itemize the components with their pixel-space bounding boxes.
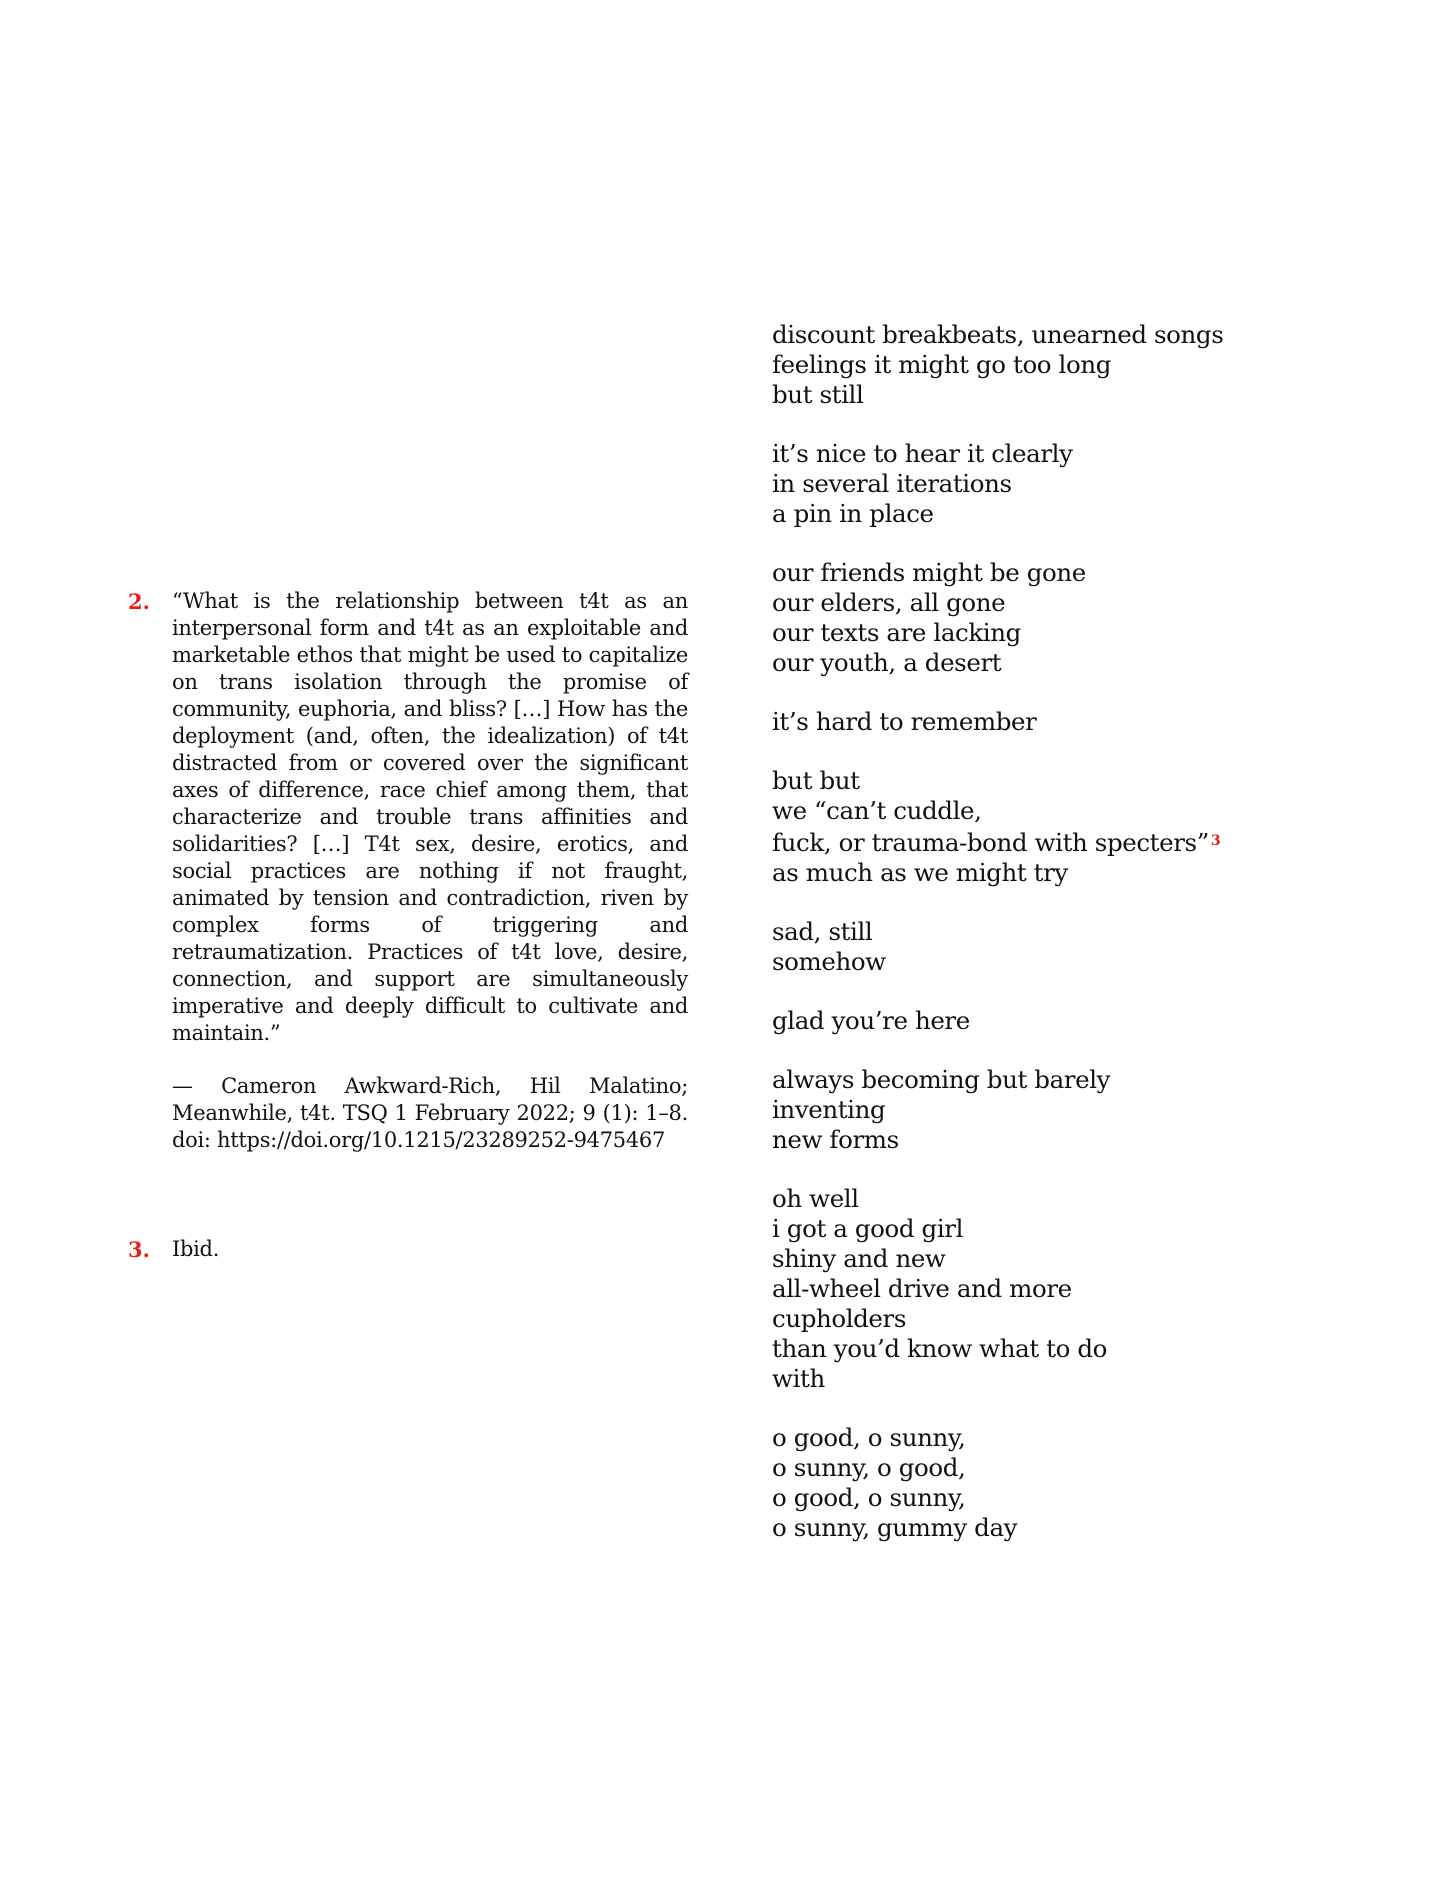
- poem-line: o sunny, gummy day: [772, 1513, 1018, 1542]
- poem-line: o good, o sunny,: [772, 1423, 966, 1452]
- poem-line: but but: [772, 766, 860, 795]
- poem-stanza: [772, 917, 1412, 977]
- footnote-reference[interactable]: 3: [1210, 833, 1221, 849]
- footnote-number: 3.: [128, 1237, 150, 1262]
- poem-line: discount breakbeats, unearned songs: [772, 320, 1224, 349]
- poem-stanza: [772, 439, 1412, 529]
- footnote-3: [128, 1236, 688, 1263]
- poem-line-text: fuck, or trauma-bond with specters”: [772, 828, 1209, 857]
- poem-line: somehow: [772, 947, 886, 976]
- poem-line: o sunny, o good,: [772, 1453, 966, 1482]
- poem-stanza: [772, 766, 1412, 888]
- footnote-number: 2.: [128, 589, 150, 614]
- poem: [772, 320, 1412, 1572]
- poem-stanza: [772, 1423, 1412, 1543]
- poem-line: than you’d know what to do: [772, 1334, 1107, 1363]
- poem-line: our texts are lacking: [772, 618, 1021, 647]
- poem-line: with: [772, 1364, 825, 1393]
- poem-stanza: [772, 320, 1412, 410]
- poem-line: oh well: [772, 1184, 859, 1213]
- poem-line: shiny and new: [772, 1244, 946, 1273]
- poem-line: glad you’re here: [772, 1006, 970, 1035]
- poem-line: but still: [772, 380, 864, 409]
- poem-line: in several iterations: [772, 469, 1012, 498]
- poem-line: sad, still: [772, 917, 873, 946]
- poem-line: our youth, a desert: [772, 648, 1002, 677]
- poem-line-with-footnote: [772, 826, 1412, 858]
- footnote-2: [128, 588, 688, 1154]
- poem-line: feelings it might go too long: [772, 350, 1111, 379]
- poem-line: always becoming but barely: [772, 1065, 1111, 1094]
- poem-line: as much as we might try: [772, 858, 1068, 887]
- poem-line: o good, o sunny,: [772, 1483, 966, 1512]
- poem-line: a pin in place: [772, 499, 934, 528]
- poem-line: all-wheel drive and more: [772, 1274, 1072, 1303]
- footnote-citation: — Cameron Awkward-Rich, Hil Malatino; Meanwhile, t4t. TSQ 1 February 2022; 9 (1): 1–8. doi: https://doi.org/10.1215/23289252-9475467: [172, 1074, 688, 1152]
- poem-line: it’s nice to hear it clearly: [772, 439, 1073, 468]
- footnote-quote: “What is the relationship between t4t as an interpersonal form and t4t as an exploitable and marketable ethos that might be used to capitalize on trans isolation through the promise of community, euphoria, and bliss? […] How has the deployment (and, often, the idealization) of t4t distracted from or covered over the significant axes of difference, race chief among them, that characterize and trouble trans affinities and solidarities? […] T4t sex, desire, erotics, and social practices are nothing if not fraught, animated by tension and contradiction, riven by complex forms of triggering and retraumatization. Practices of t4t love, desire, connection, and support are simultaneously imperative and deeply difficult to cultivate and maintain.”: [172, 589, 688, 1045]
- poem-line: we “can’t cuddle,: [772, 796, 982, 825]
- footnote-text: Ibid.: [172, 1237, 220, 1261]
- poem-stanza: [772, 558, 1412, 678]
- poem-line: our friends might be gone: [772, 558, 1086, 587]
- poem-line: inventing: [772, 1095, 886, 1124]
- poem-stanza: [772, 1184, 1412, 1394]
- poem-line: our elders, all gone: [772, 588, 1006, 617]
- poem-stanza: [772, 707, 1412, 737]
- poem-stanza: [772, 1006, 1412, 1036]
- poem-stanza: [772, 1065, 1412, 1155]
- poem-line: cupholders: [772, 1304, 907, 1333]
- poem-line: it’s hard to remember: [772, 707, 1037, 736]
- footnotes: [128, 588, 688, 1263]
- poem-line: new forms: [772, 1125, 899, 1154]
- poem-line: i got a good girl: [772, 1214, 964, 1243]
